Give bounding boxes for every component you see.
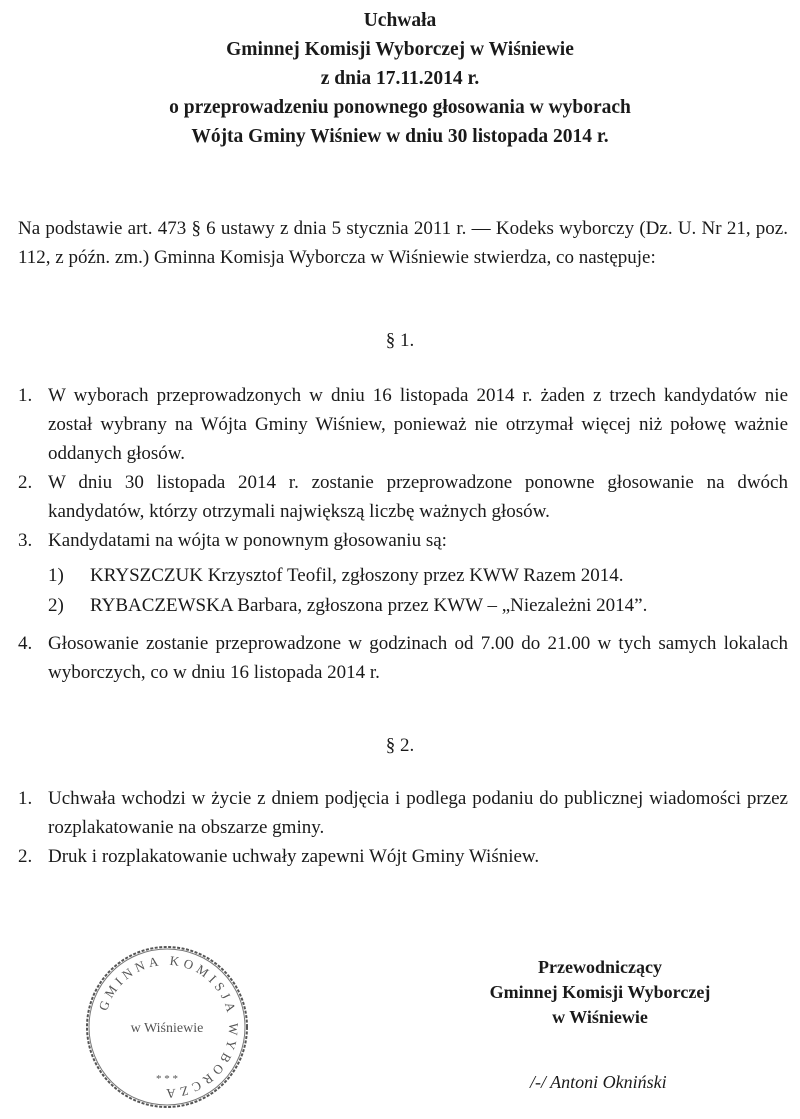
candidate-number: 2) bbox=[48, 595, 64, 616]
signer-name: /-/ Antoni Okniński bbox=[530, 1072, 667, 1092]
list-item bbox=[18, 842, 788, 871]
candidate-text: KRYSZCZUK Krzysztof Teofil, zgłoszony przez KWW Razem 2014. bbox=[90, 565, 624, 586]
official-stamp bbox=[82, 942, 252, 1112]
item-number: 1. bbox=[18, 385, 33, 406]
list-item bbox=[18, 526, 788, 621]
header-date: z dnia 17.11.2014 r. bbox=[320, 68, 480, 89]
stamp-center-text: w Wiśniewie bbox=[130, 1021, 204, 1036]
item-number: 4. bbox=[18, 633, 33, 654]
stamp-stars: * * * bbox=[156, 1073, 178, 1085]
section-1-list bbox=[18, 381, 788, 687]
header-subject-cont: Wójta Gminy Wiśniew w dniu 30 listopada 2014 r. bbox=[191, 126, 609, 147]
item-number: 2. bbox=[18, 472, 33, 493]
item-text: Druk i rozplakatowanie uchwały zapewni Wójt Gminy Wiśniew. bbox=[48, 846, 540, 867]
list-item bbox=[18, 468, 788, 526]
header-subject: o przeprowadzeniu ponownego głosowania w wyborach bbox=[169, 97, 631, 118]
item-text: W wyborach przeprowadzonych w dniu 16 listopada 2014 r. żaden z trzech kandydatów nie został wybrany na Wójta Gminy Wiśniew, ponieważ nie otrzymał więcej niż połowę ważnie oddanych głosów. bbox=[48, 385, 788, 464]
section-1-mark: § 1. bbox=[385, 330, 415, 351]
candidate-number: 1) bbox=[48, 565, 64, 586]
item-text: Głosowanie zostanie przeprowadzone w godzinach od 7.00 do 21.00 w tych samych lokalach wyborczych, co w dniu 16 listopada 2014 r. bbox=[48, 633, 788, 683]
item-text: Kandydatami na wójta w ponownym głosowaniu są: bbox=[48, 530, 447, 551]
list-item bbox=[18, 629, 788, 687]
intro-paragraph: Na podstawie art. 473 § 6 ustawy z dnia 5 stycznia 2011 r. — Kodeks wyborczy (Dz. U. Nr 21, poz. 112, z późn. zm.) Gminna Komisja Wyborcza w Wiśniewie stwierdza, co następuje: bbox=[18, 218, 788, 268]
signature-block bbox=[440, 955, 760, 1030]
list-item bbox=[18, 381, 788, 468]
section-2-list bbox=[18, 784, 788, 871]
candidate-list bbox=[48, 561, 788, 621]
item-number: 1. bbox=[18, 788, 33, 809]
document-header bbox=[0, 6, 800, 151]
signature-organ: Gminnej Komisji Wyborczej bbox=[489, 982, 711, 1002]
candidate-text: RYBACZEWSKA Barbara, zgłoszona przez KWW – „Niezależni 2014”. bbox=[90, 595, 648, 616]
header-issuer: Gminnej Komisji Wyborczej w Wiśniewie bbox=[226, 39, 574, 60]
stamp-ring-text: GMINNA KOMISJA WYBORCZA bbox=[95, 952, 242, 1102]
header-title: Uchwała bbox=[363, 10, 437, 31]
signature-title: Przewodniczący bbox=[538, 957, 662, 977]
item-number: 3. bbox=[18, 530, 33, 551]
list-item bbox=[18, 784, 788, 842]
candidate-item bbox=[48, 591, 788, 621]
candidate-item bbox=[48, 561, 788, 591]
item-number: 2. bbox=[18, 846, 33, 867]
signature-place: w Wiśniewie bbox=[552, 1007, 648, 1027]
item-text: Uchwała wchodzi w życie z dniem podjęcia i podlega podaniu do publicznej wiadomości przez rozplakatowanie na obszarze gminy. bbox=[48, 788, 788, 838]
item-text: W dniu 30 listopada 2014 r. zostanie przeprowadzone ponowne głosowanie na dwóch kandydatów, którzy otrzymali największą liczbę ważnych głosów. bbox=[48, 472, 788, 522]
section-2-mark: § 2. bbox=[385, 735, 415, 756]
